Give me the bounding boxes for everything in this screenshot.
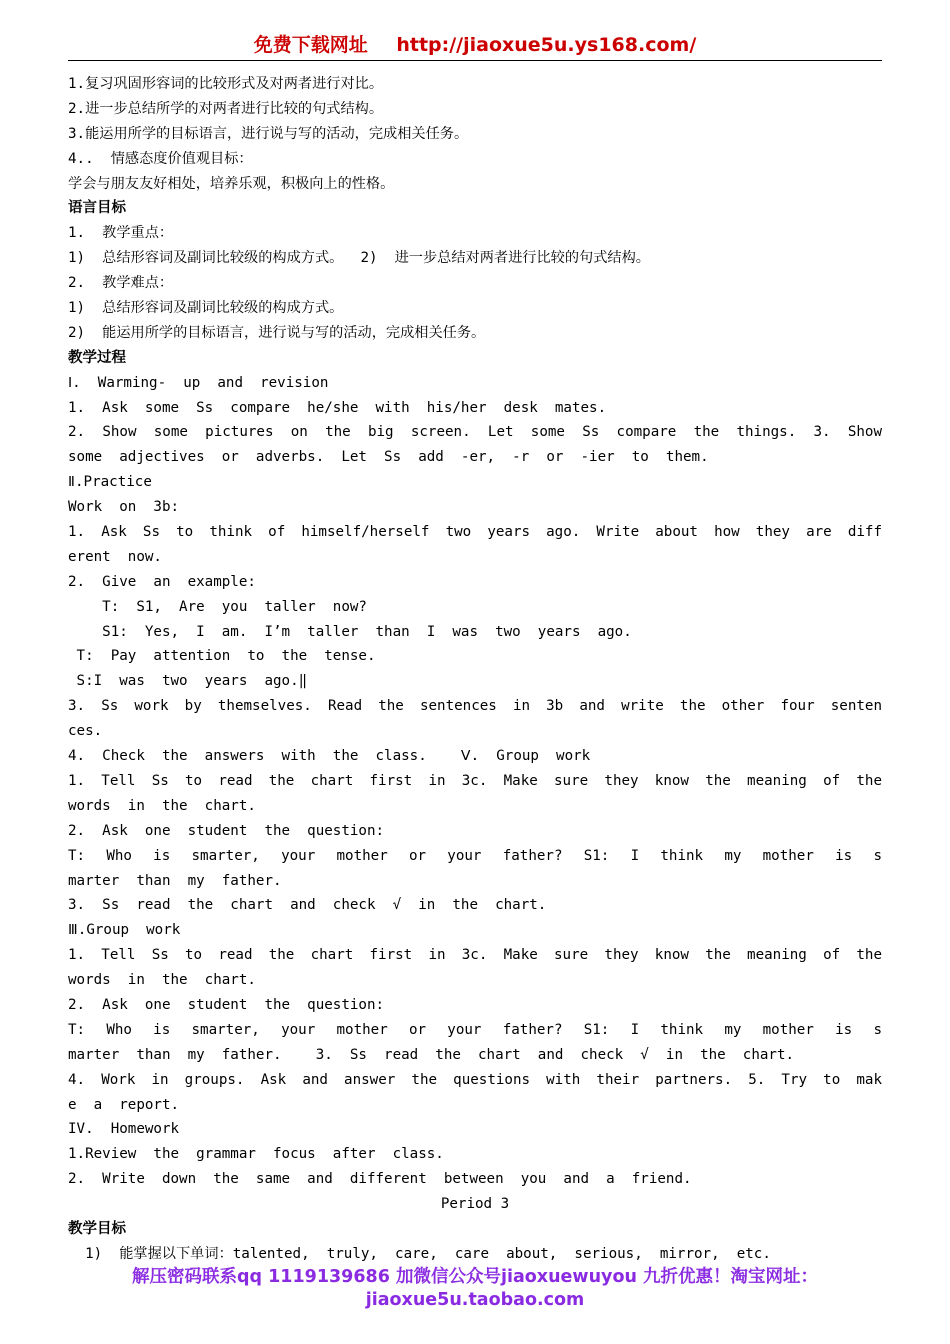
text-line: 3. Ss work by themselves. Read the sentences in 3b and write the other four senten	[68, 698, 882, 715]
text-line: 1. Tell Ss to read the chart first in 3c. Make sure they know the meaning of the	[68, 947, 882, 964]
text-line: e a report.	[68, 1096, 180, 1113]
text-line: 2. Ask one student the question:	[68, 996, 385, 1013]
text-line: 1.复习巩固形容词的比较形式及对两者进行对比。	[68, 76, 384, 92]
section-heading: 教学目标	[68, 1220, 126, 1237]
text-line: 1) 总结形容词及副词比较级的构成方式。 2) 进一步总结对两者进行比较的句式结构。	[68, 250, 650, 267]
text-line: words in the chart.	[68, 797, 256, 814]
text-line: some adjectives or adverbs. Let Ss add -er, -r or -ier to them.	[68, 449, 709, 466]
text-line: 1. Tell Ss to read the chart first in 3c. Make sure they know the meaning of the	[68, 772, 882, 789]
text-line: T: Who is smarter, your mother or your father? S1: I think my mother is s	[68, 1021, 882, 1038]
text-line: 1) 能掌握以下单词：talented, truly, care, care about, serious, mirror, etc.	[68, 1245, 771, 1262]
text-line: T: Who is smarter, your mother or your father? S1: I think my mother is s	[68, 847, 882, 864]
text-line: 1) 总结形容词及副词比较级的构成方式。	[68, 300, 344, 317]
text-line: Ⅱ.Practice	[68, 474, 152, 491]
text-line: S1: Yes, I am. I’m taller than I was two years ago.	[68, 623, 632, 640]
footer-contact-line: 解压密码联系qq 1119139686 加微信公众号jiaoxuewuyou 九折优惠！淘宝网址：	[131, 1267, 819, 1287]
text-line: 3.能运用所学的目标语言，进行说与写的活动，完成相关任务。	[68, 125, 469, 142]
text-line: 1. Ask some Ss compare he/she with his/her desk mates.	[68, 399, 607, 416]
text-line: T: S1, Are you taller now?	[68, 598, 367, 615]
document-body	[68, 72, 882, 1267]
text-line: 2) 能运用所学的目标语言，进行说与写的活动，完成相关任务。	[68, 324, 486, 341]
text-line: words in the chart.	[68, 972, 256, 989]
text-line: ces.	[68, 723, 103, 740]
page-header	[68, 30, 882, 61]
text-line: IV. Homework	[68, 1121, 180, 1138]
page-footer	[40, 1266, 910, 1312]
text-line: erent now.	[68, 548, 162, 565]
text-line: 4. Work in groups. Ask and answer the questions with their partners. 5. Try to mak	[68, 1071, 882, 1088]
header-url-link[interactable]: http://jiaoxue5u.ys168.com/	[396, 34, 697, 56]
text-line: 2. Show some pictures on the big screen. Let some Ss compare the things. 3. Show	[68, 424, 882, 441]
text-line: marter than my father. 3. Ss read the chart and check √ in the chart.	[68, 1046, 795, 1063]
text-line: 2.进一步总结所学的对两者进行比较的句式结构。	[68, 100, 384, 117]
text-line: Ⅲ.Group work	[68, 922, 181, 939]
section-heading: 教学过程	[68, 349, 126, 366]
section-heading: 语言目标	[68, 200, 126, 217]
text-line: T: Pay attention to the tense.	[68, 648, 376, 665]
text-line: 4. Check the answers with the class. Ⅴ. Group work	[68, 748, 591, 765]
text-line: Ⅰ. Warming- up and revision	[68, 374, 329, 391]
text-line: 2. Write down the same and different between you and a friend.	[68, 1171, 692, 1188]
text-line: 4.. 情感态度价值观目标：	[68, 150, 253, 167]
text-line: 3. Ss read the chart and check √ in the chart.	[68, 897, 547, 914]
text-line: 1. 教学重点：	[68, 225, 174, 242]
text-line: 1.Review the grammar focus after class.	[68, 1146, 444, 1163]
header-label: 免费下载网址	[253, 34, 368, 56]
text-line: 1. Ask Ss to think of himself/herself two years ago. Write about how they are diff	[68, 524, 882, 541]
text-line: 2. 教学难点：	[68, 275, 174, 292]
period-title: Period 3	[440, 1196, 510, 1213]
text-line: Work on 3b:	[68, 499, 180, 516]
text-line: 学会与朋友友好相处，培养乐观，积极向上的性格。	[68, 175, 395, 192]
text-line: marter than my father.	[68, 872, 282, 889]
text-line: 2. Give an example:	[68, 573, 256, 590]
text-line: 2. Ask one student the question:	[68, 822, 385, 839]
footer-shop-link[interactable]: jiaoxue5u.taobao.com	[365, 1290, 585, 1310]
text-line: S:I was two years ago.‖	[68, 673, 308, 690]
